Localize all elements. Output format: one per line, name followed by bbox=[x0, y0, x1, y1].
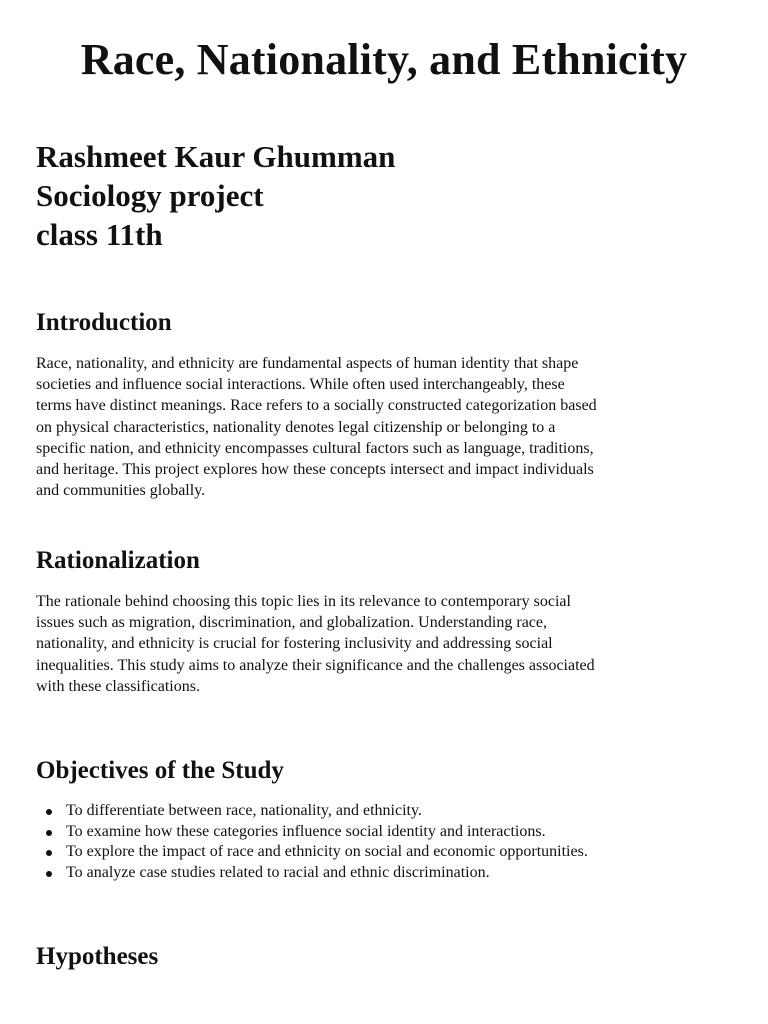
list-item bbox=[36, 801, 588, 822]
bullet-icon bbox=[46, 809, 52, 815]
paragraph-line: and communities globally. bbox=[36, 482, 206, 500]
paragraph-line: nationality, and ethnicity is crucial for fostering inclusivity and addressing social bbox=[36, 635, 553, 653]
paragraph-line: terms have distinct meanings. Race refers to a socially constructed categorization based bbox=[36, 397, 597, 415]
rationalization-paragraph bbox=[36, 591, 736, 697]
list-item bbox=[36, 842, 588, 863]
paragraph-line: and heritage. This project explores how these concepts intersect and impact individuals bbox=[36, 461, 594, 479]
list-item-text: To explore the impact of race and ethnicity on social and economic opportunities. bbox=[66, 843, 588, 861]
bullet-icon bbox=[46, 871, 52, 877]
document-title: Race, Nationality, and Ethnicity bbox=[80, 35, 688, 84]
paragraph-line: The rationale behind choosing this topic lies in its relevance to contemporary social bbox=[36, 593, 571, 610]
rationalization-heading: Rationalization bbox=[36, 547, 200, 574]
introduction-paragraph bbox=[36, 353, 736, 501]
introduction-heading: Introduction bbox=[36, 309, 172, 336]
list-item-text: To examine how these categories influence social identity and interactions. bbox=[66, 822, 546, 840]
paragraph-line: inequalities. This study aims to analyze their significance and the challenges associated bbox=[36, 656, 595, 674]
project-subject: Sociology project bbox=[36, 178, 264, 213]
bullet-icon bbox=[46, 850, 52, 856]
author-name: Rashmeet Kaur Ghumman bbox=[36, 139, 396, 174]
paragraph-line: Race, nationality, and ethnicity are fundamental aspects of human identity that shape bbox=[36, 355, 579, 372]
author-block bbox=[36, 137, 736, 254]
paragraph-line: societies and influence social interactions. While often used interchangeably, these bbox=[36, 376, 565, 394]
list-item-text: To analyze case studies related to racial and ethnic discrimination. bbox=[66, 863, 490, 881]
paragraph-line: specific nation, and ethnicity encompasses cultural factors such as language, traditions, bbox=[36, 439, 594, 457]
paragraph-line: issues such as migration, discrimination, and globalization. Understanding race, bbox=[36, 614, 547, 632]
bullet-icon bbox=[46, 830, 52, 836]
paragraph-line: with these classifications. bbox=[36, 677, 200, 695]
list-item bbox=[36, 822, 588, 843]
hypotheses-heading: Hypotheses bbox=[36, 943, 159, 970]
paragraph-line: on physical characteristics, nationality denotes legal citizenship or belonging to a bbox=[36, 418, 556, 436]
objectives-heading: Objectives of the Study bbox=[36, 757, 284, 784]
list-item bbox=[36, 863, 588, 884]
class-label: class 11th bbox=[36, 217, 163, 252]
list-item-text: To differentiate between race, nationality, and ethnicity. bbox=[66, 802, 422, 819]
objectives-list bbox=[36, 801, 588, 883]
